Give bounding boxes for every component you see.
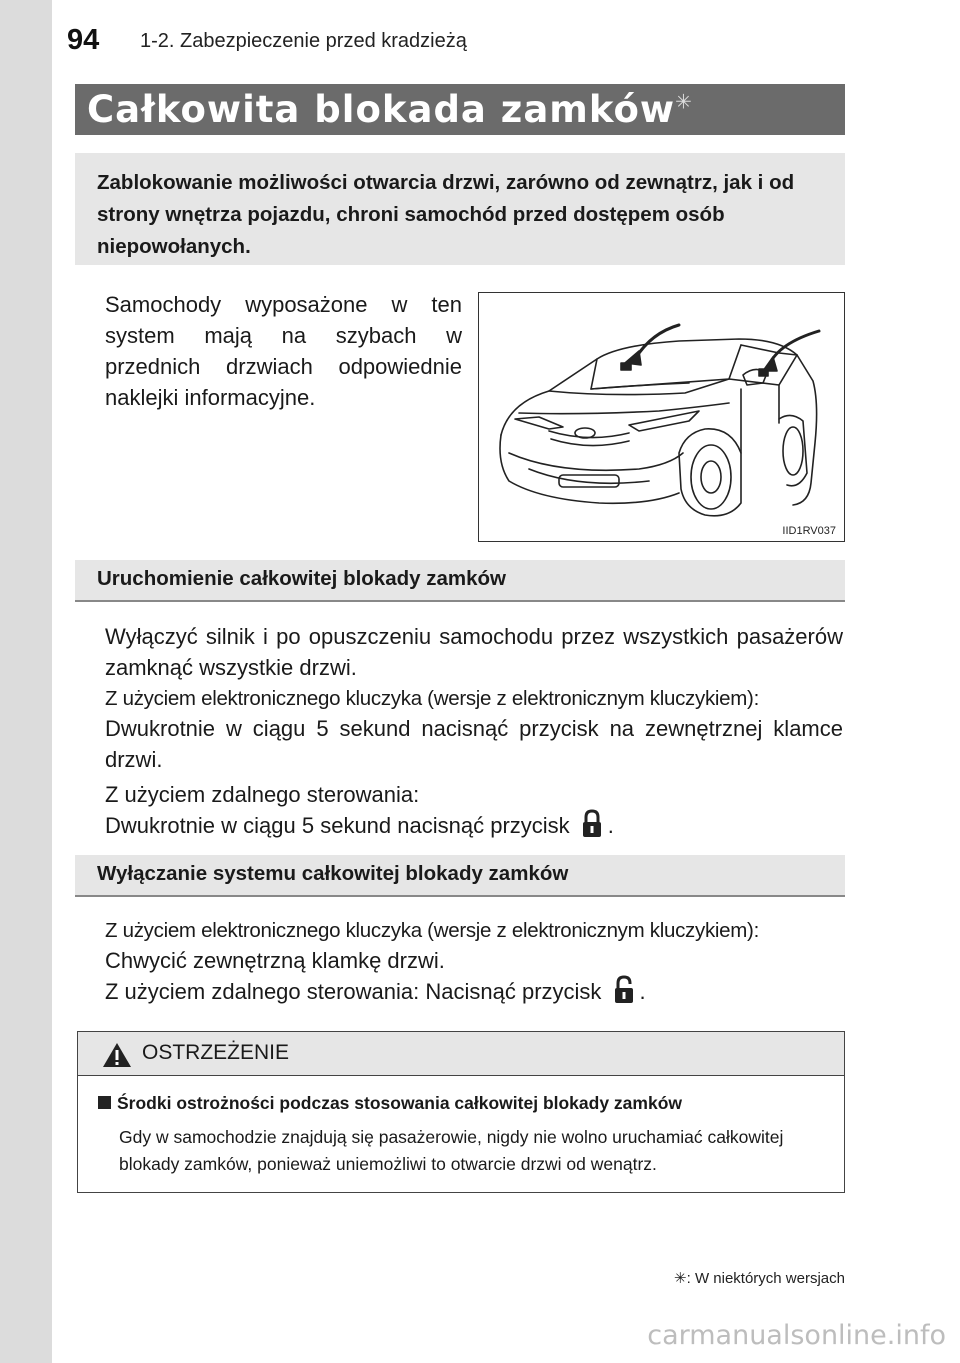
section-heading-activate-text: Uruchomienie całkowitej blokady zamków — [97, 567, 506, 590]
warning-body: Gdy w samochodzie znajdują się pasażerowie, nigdy nie wolno uruchamiać całkowitej blokady zamków, ponieważ uniemożliwi to otwarcie drzwi od wenątrz. — [119, 1127, 784, 1174]
lock-icon — [580, 809, 604, 839]
activate-step-3-intro: Z użyciem zdalnego sterowania: — [105, 782, 420, 807]
chapter-title: 1-2. Zabezpieczenie przed kradzieżą — [140, 30, 467, 52]
activate-step-3 — [105, 809, 843, 841]
warning-box — [77, 1031, 845, 1193]
watermark: carmanualsonline.info — [647, 1320, 946, 1351]
activate-step-3-end: . — [607, 813, 614, 838]
deactivate-step-2 — [105, 975, 843, 1007]
section-title-bar — [75, 84, 845, 135]
warning-triangle-icon — [102, 1042, 132, 1068]
unlock-icon — [612, 975, 636, 1005]
warning-subtitle — [98, 1093, 682, 1114]
activate-step-3-text: Dwukrotnie w ciągu 5 sekund nacisnąć przycisk — [105, 813, 570, 838]
deactivate-step-2-end: . — [639, 979, 646, 1004]
activate-step-2: Dwukrotnie w ciągu 5 sekund nacisnąć przycisk na zewnętrznej klamce drzwi. — [105, 716, 843, 772]
asterisk-icon: ✳ — [675, 89, 693, 114]
warning-subtitle-text: Środki ostrożności podczas stosowania całkowitej blokady zamków — [117, 1093, 683, 1113]
activate-step-1: Wyłączyć silnik i po opuszczeniu samochodu przez wszystkich pasażerów zamknąć wszystkie drzwi. — [105, 624, 843, 680]
section-heading-activate — [75, 560, 845, 602]
page-number: 94 — [67, 24, 100, 56]
figure-code: IID1RV037 — [782, 525, 836, 537]
page-title — [87, 88, 693, 131]
warning-title: OSTRZEŻENIE — [142, 1041, 290, 1064]
car-illustration-icon — [479, 293, 844, 541]
deactivate-step-1: Chwycić zewnętrzną klamkę drzwi. — [105, 948, 445, 973]
vehicle-note: Samochody wyposażone w ten system mają na szybach w przednich drzwiach odpowiednie naklejki informacyjne. — [105, 292, 462, 410]
page-title-text: Całkowita blokada zamków — [87, 88, 676, 131]
page-sidebar — [0, 0, 52, 1363]
footnote: ✳: W niektórych wersjach — [674, 1270, 845, 1287]
deactivate-step-2-text: Z użyciem zdalnego sterowania: Nacisnąć przycisk — [105, 979, 602, 1004]
bullet-square-icon — [98, 1096, 111, 1109]
activate-step-2-intro: Z użyciem elektronicznego kluczyka (wersje z elektronicznym kluczykiem): — [105, 687, 759, 710]
intro-text: Zablokowanie możliwości otwarcia drzwi, zarówno od zewnątrz, jak i od strony wnętrza pojazdu, chroni samochód przed dostępem osób niepowołanych. — [97, 171, 795, 258]
car-figure — [478, 292, 845, 542]
section-heading-deactivate — [75, 855, 845, 897]
intro-box — [75, 153, 845, 265]
warning-header — [78, 1032, 844, 1076]
deactivate-step-1-intro: Z użyciem elektronicznego kluczyka (wersje z elektronicznym kluczykiem): — [105, 919, 759, 942]
section-heading-deactivate-text: Wyłączanie systemu całkowitej blokady zamków — [97, 862, 569, 885]
